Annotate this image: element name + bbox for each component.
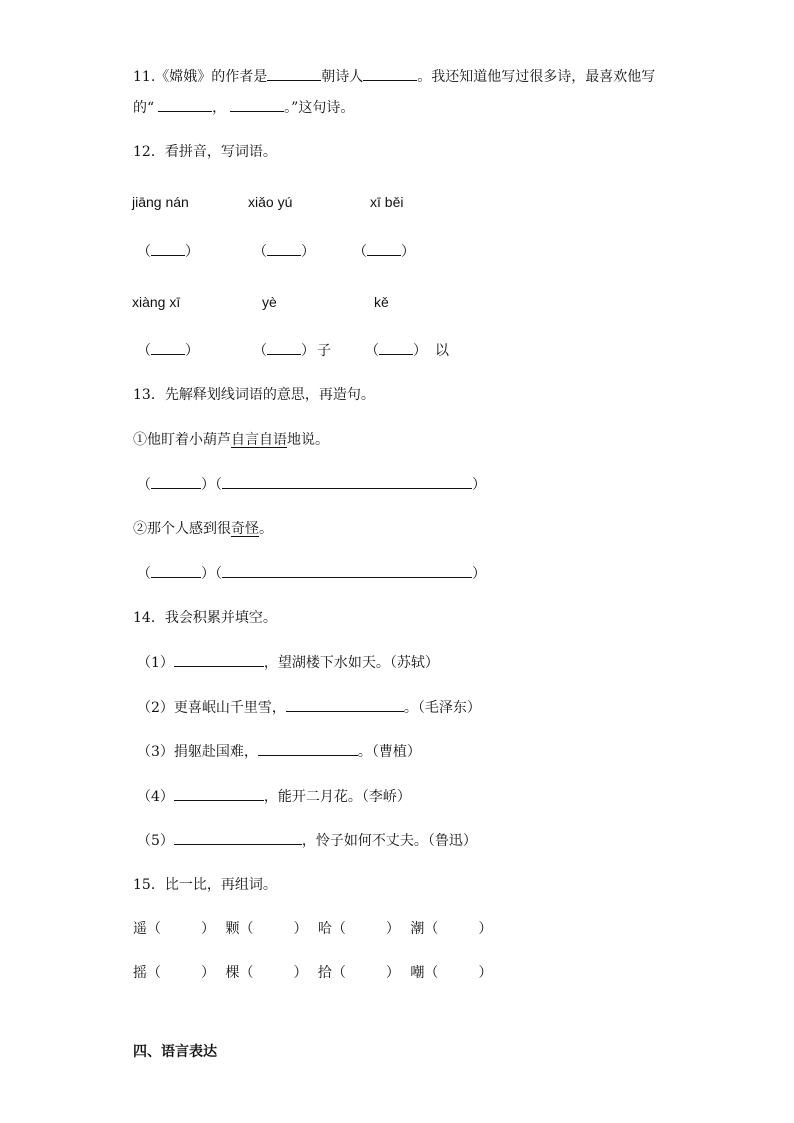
question-15-title: 15．比一比，再组词。 (133, 877, 277, 893)
suffix-yi: 以 (435, 343, 449, 359)
q14-item-3: （3）捐躯赴国难， 。（曹植） (137, 741, 421, 762)
q11-blank-line-a[interactable] (158, 97, 212, 112)
q14-item-1: （1） ，望湖楼下水如天。（苏轼） (137, 652, 439, 673)
q14-blank-1[interactable] (174, 652, 264, 667)
question-13-title: 13．先解释划线词语的意思，再造句。 (133, 387, 375, 403)
q13-answer-2[interactable]: （ ）（ ） (137, 563, 486, 584)
q13-sentence-1: ①他盯着小葫芦自言自语地说。 (133, 432, 329, 448)
q14-blank-5[interactable] (174, 830, 302, 845)
answer-box-6: （ ） 以 (365, 340, 449, 361)
q11-blank-poet[interactable] (363, 66, 417, 81)
answer-box-1[interactable]: （ ） (137, 241, 199, 262)
q11-text-c: 。我还知道他写过很多诗，最喜欢他写 (417, 69, 656, 85)
pinyin-ye: yè (262, 294, 277, 310)
question-12-title: 12．看拼音，写词语。 (133, 144, 277, 160)
q14-item-5: （5） ，怜子如何不丈夫。（鲁迅） (137, 830, 477, 851)
q13-answer-1[interactable]: （ ）（ ） (137, 474, 486, 495)
q14-blank-3[interactable] (258, 741, 358, 756)
q14-blank-2[interactable] (286, 697, 404, 712)
underlined-word-2: 奇怪 (231, 521, 259, 537)
q11-text-a: 11.《嫦娥》的作者是 (133, 69, 268, 85)
question-14-title: 14．我会积累并填空。 (133, 610, 277, 626)
answer-box-5: （ ） 子 (253, 340, 331, 361)
q11-text-b: 朝诗人 (321, 69, 364, 85)
pinyin-xi-bei: xī běi (370, 194, 404, 210)
q15-row-1: 遥（ ） 颗（ ） 哈（ ） 潮（ ） (133, 921, 493, 937)
q14-item-2: （2）更喜岷山千里雪， 。（毛泽东） (137, 697, 481, 718)
question-11-line1 (133, 66, 655, 87)
answer-box-4[interactable]: （ ） (137, 340, 199, 361)
pinyin-jiang-nan: jiāng nán (132, 194, 189, 210)
q14-blank-4[interactable] (174, 786, 264, 801)
q13-sentence-2: ②那个人感到很奇怪。 (133, 521, 273, 537)
q11-text-d: 的“ (133, 100, 155, 116)
underlined-word-1: 自言自语 (231, 432, 287, 448)
section-4-title: 四、语言表达 (133, 1044, 217, 1060)
q11-text-e: ， (212, 100, 227, 116)
answer-box-3[interactable]: （ ） (353, 241, 415, 262)
question-11-line2 (133, 97, 354, 118)
suffix-zi: 子 (317, 343, 331, 359)
q15-row-2: 摇（ ） 棵（ ） 拾（ ） 嘲（ ） (133, 965, 493, 981)
q11-text-f: 。”这句诗。 (284, 100, 355, 116)
pinyin-ke: kě (374, 294, 389, 310)
q11-blank-dynasty[interactable] (267, 66, 321, 81)
answer-box-2[interactable]: （ ） (253, 241, 315, 262)
q14-item-4: （4） ，能开二月花。（李峤） (137, 786, 411, 807)
q11-blank-line-b[interactable] (230, 97, 284, 112)
pinyin-xiao-yu: xiǎo yú (248, 194, 293, 210)
pinyin-xiang-xi: xiàng xī (132, 294, 181, 310)
